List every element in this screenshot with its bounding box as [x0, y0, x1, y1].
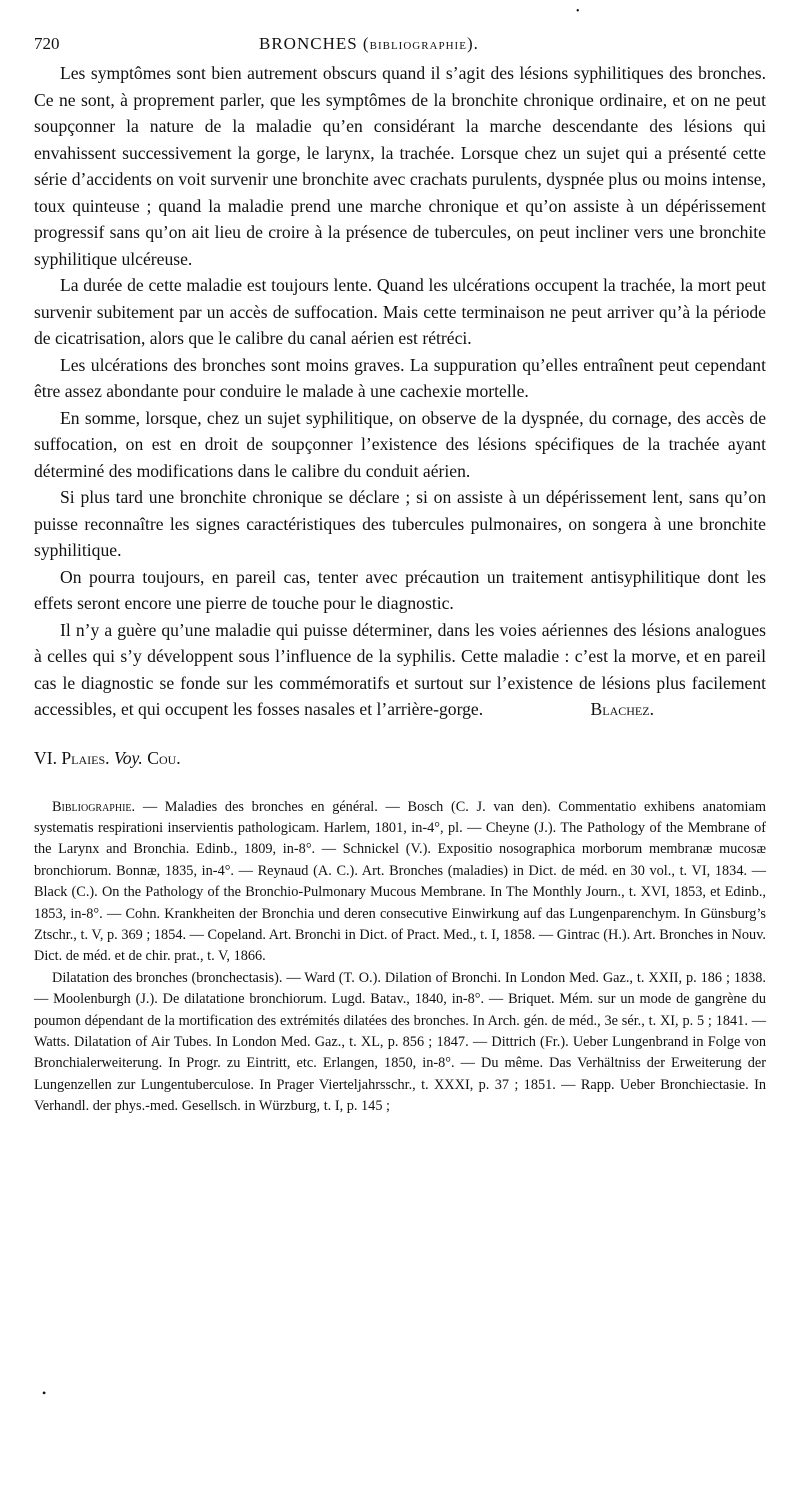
author-signature: Blachez.: [590, 699, 654, 719]
bibliography-entry: [34, 797, 766, 968]
bibliography-label: Bibliographie.: [52, 798, 136, 815]
bibliography-entry: Dilatation des bronches (bronchectasis). — Ward (T. O.). Dilation of Bronchi. In London Med. Gaz., t. XXII, p. 186 ; 1838. — Moolenburgh (J.). De dilatatione bronchiorum. Lugd. Batav., 1840, in-8°. — Briquet. Mém. sur un mode de gangrène du poumon dépendant de la mortification des extrémités dilatées des bronches. In Arch. gén. de méd., 3e sér., t. XI, p. 5 ; 1841. — Watts. Dilatation of Air Tubes. In London Med. Gaz., t. XL, p. 856 ; 1847. — Dittrich (Fr.). Ueber Lungenbrand in Folge von Bronchialerweiterung. In Progr. zu Eintritt, etc. Erlangen, 1850, in-8°. — Du même. Das Verhältniss der Erweiterung der Lungenzellen zur Lungentuberculose. In Prager Vierteljahrsschr., t. XXXI, p. 37 ; 1851. — Rapp. Ueber Bronchiectasie. In Verhandl. der phys.-med. Gesellsch. in Würzburg, t. I, p. 145 ;: [34, 969, 766, 1115]
paragraph: En somme, lorsque, chez un sujet syphilitique, on observe de la dyspnée, du cornage, des accès de suffocation, on est en droit de soupçonner l’existence des lésions spécifiques de la trachée ayant déterminé des modifications dans le calibre du conduit aérien.: [34, 407, 766, 481]
bibliography: [34, 797, 766, 1118]
running-head: [34, 26, 766, 60]
header-subtitle: BIBLIOGRAPHIE: [369, 40, 467, 52]
body-text: [34, 60, 766, 723]
section-heading: [34, 745, 766, 771]
section-number: VI.: [34, 747, 57, 768]
section-title: Plaies.: [61, 747, 110, 768]
section-voy: Voy.: [113, 747, 143, 768]
paragraph: La durée de cette maladie est toujours lente. Quand les ulcérations occupent la trachée, la mort peut survenir subitement par un accès de suffocation. Mais cette terminaison ne peut arriver qu’à la période de cicatrisation, alors que le calibre du canal aérien est rétréci.: [34, 275, 766, 348]
header-title-main: BRONCHES (: [259, 34, 370, 53]
page-mark-bottom: •: [42, 1386, 47, 1400]
header-title: [259, 34, 479, 54]
header-title-end: ).: [466, 34, 479, 53]
bibliography-text: — Maladies des bronches en général. — Bosch (C. J. van den). Commentatio exhibens anatomiam systematis respirationi inservientis pathologicam. Harlem, 1801, in-4°, pl. — Cheyne (J.). The Pathology of the Membrane of the Larynx and Bronchia. Edinb., 1809, in-8°. — Schnickel (V.). Expositio nosographica morborum membranæ mucosæ bronchiorum. Bonnæ, 1835, in-4°. — Reynaud (A. C.). Art. Bronches (maladies) in Dict. de méd. en 30 vol., t. VI, 1834. — Black (C.). On the Pathology of the Bronchio-Pulmonary Mucous Membrane. In The Monthly Journ., t. XVI, 1853, et Edinb., 1853, in-8°. — Cohn. Krankheiten der Bronchia und deren consecutive Einwirkung auf das Lungenparenchym. In Günsburg’s Ztschr., t. V, p. 369 ; 1854. — Copeland. Art. Bronchi in Dict. of Pract. Med., t. I, 1858. — Gintrac (H.). Art. Bronches in Nouv. Dict. de méd. et de chir. prat., t. V, 1866.: [34, 798, 766, 965]
paragraph-text: Il n’y a guère qu’une maladie qui puisse déterminer, dans les voies aériennes des lésions analogues à celles qui s’y développent sous l’influence de la syphilis. Cette maladie : c’est la morve, et en pareil cas le diagnostic se fonde sur les commémoratifs et surtout sur l’existence de lésions plus facilement accessibles, et qui occupent les fosses nasales et l’arrière-gorge.: [34, 619, 766, 719]
page-number: 720: [34, 34, 60, 53]
paragraph: On pourra toujours, en pareil cas, tenter avec précaution un traitement antisyphilitique dont les effets seront encore une pierre de touche pour le diagnostic.: [34, 566, 766, 613]
paragraph-last: [34, 617, 766, 723]
page: [34, 26, 766, 1118]
section-reference: Cou.: [147, 747, 181, 768]
page-mark-top: •: [576, 6, 580, 17]
paragraph: Si plus tard une bronchite chronique se déclare ; si on assiste à un dépérissement lent, sans qu’on puisse reconnaître les signes caractéristiques des tubercules pulmonaires, on songera à une bronchite syphilitique.: [34, 487, 766, 560]
paragraph: Les ulcérations des bronches sont moins graves. La suppuration qu’elles entraînent peut cependant être assez abondante pour conduire le malade à une cachexie mortelle.: [34, 354, 766, 401]
paragraph: Les symptômes sont bien autrement obscurs quand il s’agit des lésions syphilitiques des bronches. Ce ne sont, à proprement parler, que les symptômes de la bronchite chronique ordinaire, et on ne peut soupçonner la nature de la maladie qu’en considérant la marche descendante des lésions qui envahissent successivement la gorge, le larynx, la trachée. Lorsque chez un sujet qui a présenté cette série d’accidents on voit survenir une bronchite avec crachats purulents, dyspnée plus ou moins intense, toux quinteuse ; quand la maladie prend une marche chronique et qu’on assiste à un dépérissement progressif sans qu’on ait lieu de croire à la présence de tubercules, on peut incliner vers une bronchite syphilitique ulcéreuse.: [34, 63, 766, 269]
